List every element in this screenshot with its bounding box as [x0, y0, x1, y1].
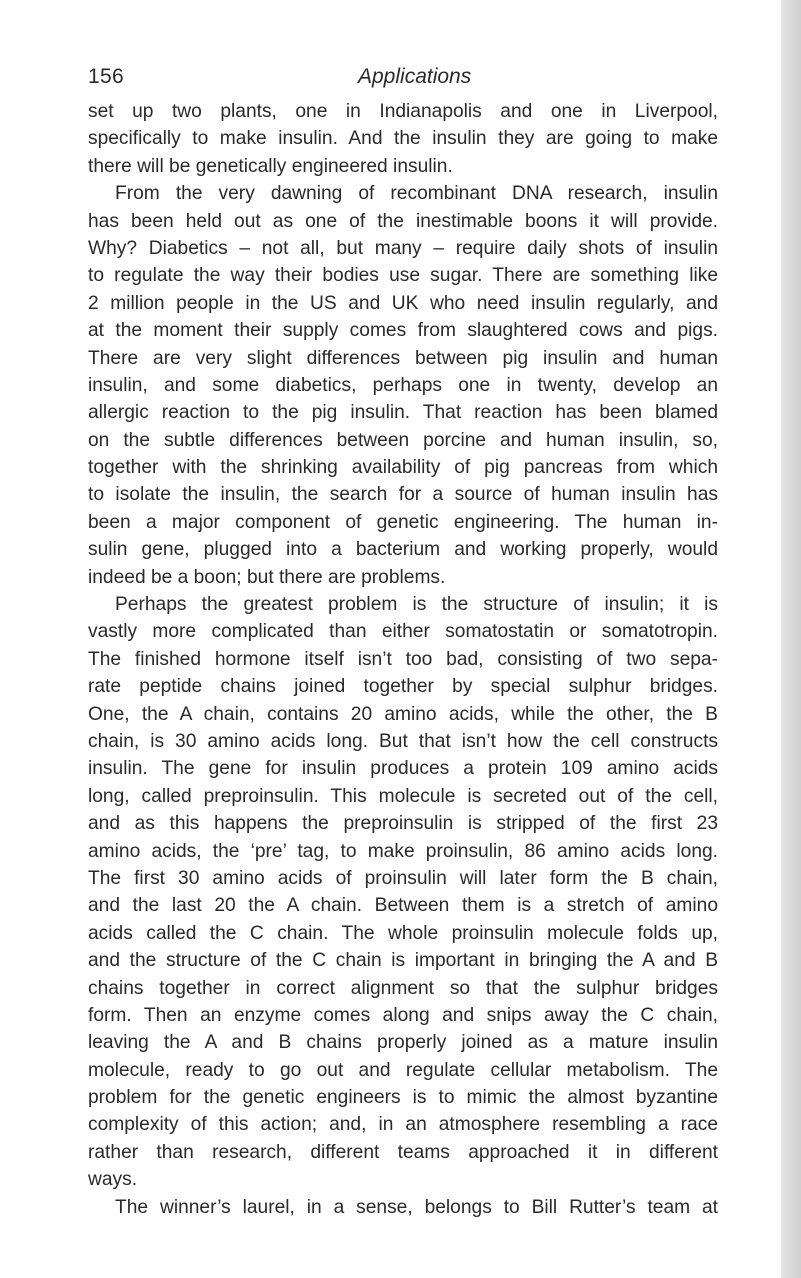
text-line: From the very dawning of recombinant DNA research, insulin: [115, 183, 718, 205]
text-line: and the structure of the C chain is important in bringing the A and B: [88, 950, 718, 972]
text-line: vastly more complicated than either somatostatin or somatotropin.: [88, 621, 718, 643]
text-line: been a major component of genetic engineering. The human in-: [88, 511, 718, 533]
text-line: There are very slight differences between pig insulin and human: [88, 347, 718, 369]
text-line: insulin. The gene for insulin produces a protein 109 amino acids: [88, 758, 718, 780]
text-line: problem for the genetic engineers is to mimic the almost byzantine: [88, 1087, 718, 1109]
running-head: Applications: [358, 65, 472, 88]
text-line: set up two plants, one in Indianapolis and one in Liverpool,: [88, 101, 718, 122]
page-header: [88, 62, 718, 92]
text-line: Perhaps the greatest problem is the structure of insulin; it is: [115, 594, 718, 616]
text-line: chain, is 30 amino acids long. But that isn’t how the cell constructs: [88, 730, 718, 752]
text-line: to regulate the way their bodies use sugar. There are something like: [88, 265, 718, 287]
paragraph: [88, 1194, 718, 1221]
text-line: Why? Diabetics – not all, but many – require daily shots of insulin: [88, 237, 718, 259]
text-line: and the last 20 the A chain. Between them is a stretch of amino: [88, 895, 718, 917]
page-edge-shadow: [781, 0, 801, 1278]
text-line: on the subtle differences between porcine and human insulin, so,: [88, 429, 718, 451]
text-line: form. Then an enzyme comes along and snips away the C chain,: [88, 1004, 718, 1026]
paragraph: [88, 591, 718, 1194]
text-line: and as this happens the preproinsulin is stripped of the first 23: [88, 813, 718, 835]
text-line: long, called preproinsulin. This molecule is secreted out of the cell,: [88, 785, 718, 807]
paragraph: [88, 180, 718, 591]
text-line: specifically to make insulin. And the insulin they are going to make: [88, 128, 718, 150]
text-line: chains together in correct alignment so that the sulphur bridges: [88, 977, 718, 999]
text-line: leaving the A and B chains properly joined as a mature insulin: [88, 1032, 718, 1054]
text-line: amino acids, the ‘pre’ tag, to make proinsulin, 86 amino acids long.: [88, 840, 718, 862]
text-line: The winner’s laurel, in a sense, belongs to Bill Rutter’s team at: [115, 1196, 718, 1218]
text-line: indeed be a boon; but there are problems.: [88, 566, 446, 588]
paragraph: [88, 98, 718, 180]
text-line: allergic reaction to the pig insulin. That reaction has been blamed: [88, 402, 718, 424]
text-line: ways.: [88, 1169, 138, 1191]
text-line: 2 million people in the US and UK who need insulin regularly, and: [88, 292, 718, 314]
text-line: insulin, and some diabetics, perhaps one in twenty, develop an: [88, 374, 718, 396]
page-number: 156: [88, 65, 124, 88]
text-line: there will be genetically engineered insulin.: [88, 155, 453, 177]
text-line: to isolate the insulin, the search for a source of human insulin has: [88, 484, 718, 506]
text-line: molecule, ready to go out and regulate cellular metabolism. The: [88, 1059, 718, 1081]
text-line: acids called the C chain. The whole proinsulin molecule folds up,: [88, 922, 718, 944]
text-line: complexity of this action; and, in an atmosphere resembling a race: [88, 1114, 718, 1136]
text-line: sulin gene, plugged into a bacterium and working properly, would: [88, 539, 718, 561]
text-line: rather than research, different teams approached it in different: [88, 1141, 718, 1163]
text-line: together with the shrinking availability of pig pancreas from which: [88, 457, 718, 479]
text-line: has been held out as one of the inestimable boons it will provide.: [88, 210, 718, 232]
text-line: The first 30 amino acids of proinsulin will later form the B chain,: [88, 867, 718, 889]
text-line: rate peptide chains joined together by special sulphur bridges.: [88, 676, 718, 698]
text-line: One, the A chain, contains 20 amino acids, while the other, the B: [88, 703, 718, 725]
text-line: at the moment their supply comes from slaughtered cows and pigs.: [88, 320, 718, 342]
body-text: [88, 98, 718, 1221]
text-line: The finished hormone itself isn’t too bad, consisting of two sepa-: [88, 648, 718, 670]
